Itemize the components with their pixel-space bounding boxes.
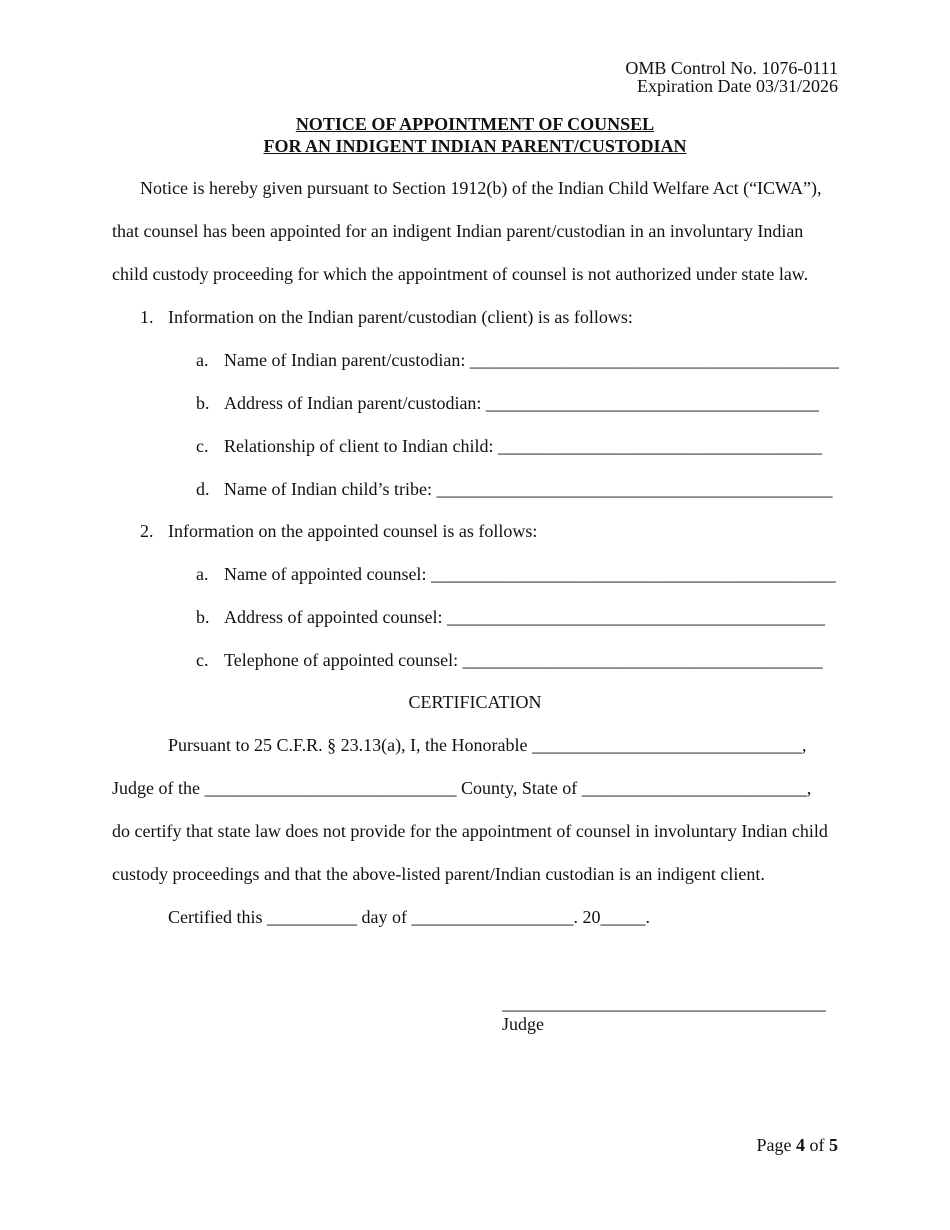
certification-county-state-line[interactable]: Judge of the ____________________________ County, State of _________________________, [112, 778, 812, 798]
expiration-date: Expiration Date 03/31/2026 [637, 76, 838, 96]
section-2-number: 2. [140, 521, 154, 541]
page-current: 4 [796, 1135, 805, 1155]
item-letter: a. [196, 350, 209, 370]
intro-line-3: child custody proceeding for which the appointment of counsel is not authorized under state law. [112, 264, 809, 284]
relationship-field[interactable]: Relationship of client to Indian child: ____________________________________ [224, 436, 822, 456]
child-tribe-field[interactable]: Name of Indian child’s tribe: ____________________________________________ [224, 479, 833, 499]
judge-signature-label: Judge [502, 1014, 544, 1034]
section-2-heading: Information on the appointed counsel is as follows: [168, 521, 538, 541]
item-letter: b. [196, 607, 210, 627]
item-letter: c. [196, 436, 209, 456]
page-of: of [809, 1135, 825, 1155]
counsel-telephone-field[interactable]: Telephone of appointed counsel: ________________________________________ [224, 650, 823, 670]
item-letter: c. [196, 650, 209, 670]
intro-line-1: Notice is hereby given pursuant to Section 1912(b) of the Indian Child Welfare Act (“ICWA”), [140, 178, 822, 198]
document-title-line-2: FOR AN INDIGENT INDIAN PARENT/CUSTODIAN [263, 136, 687, 156]
counsel-address-field[interactable]: Address of appointed counsel: __________________________________________ [224, 607, 825, 627]
item-letter: a. [196, 564, 209, 584]
parent-address-field[interactable]: Address of Indian parent/custodian: _____________________________________ [224, 393, 819, 413]
document-title-line-1: NOTICE OF APPOINTMENT OF COUNSEL [295, 114, 655, 134]
certified-date-line[interactable]: Certified this __________ day of __________________. 20_____. [168, 907, 650, 927]
certification-judge-name-line[interactable]: Pursuant to 25 C.F.R. § 23.13(a), I, the Honorable ______________________________, [168, 735, 807, 755]
section-1-heading: Information on the Indian parent/custodian (client) is as follows: [168, 307, 633, 327]
page-prefix: Page [756, 1135, 792, 1155]
intro-line-2: that counsel has been appointed for an indigent Indian parent/custodian in an involuntary Indian [112, 221, 804, 241]
judge-signature-line[interactable]: ____________________________________ [502, 993, 826, 1013]
certification-line-4: custody proceedings and that the above-listed parent/Indian custodian is an indigent client. [112, 864, 765, 884]
page-total: 5 [829, 1135, 838, 1155]
item-letter: b. [196, 393, 210, 413]
counsel-name-field[interactable]: Name of appointed counsel: _____________________________________________ [224, 564, 836, 584]
section-1-number: 1. [140, 307, 154, 327]
page-number [757, 1134, 839, 1156]
certification-line-3: do certify that state law does not provide for the appointment of counsel in involuntary Indian child [112, 821, 828, 841]
omb-control-number: OMB Control No. 1076-0111 [625, 58, 838, 78]
item-letter: d. [196, 479, 210, 499]
certification-heading: CERTIFICATION [408, 692, 542, 712]
parent-name-field[interactable]: Name of Indian parent/custodian: _________________________________________ [224, 350, 839, 370]
